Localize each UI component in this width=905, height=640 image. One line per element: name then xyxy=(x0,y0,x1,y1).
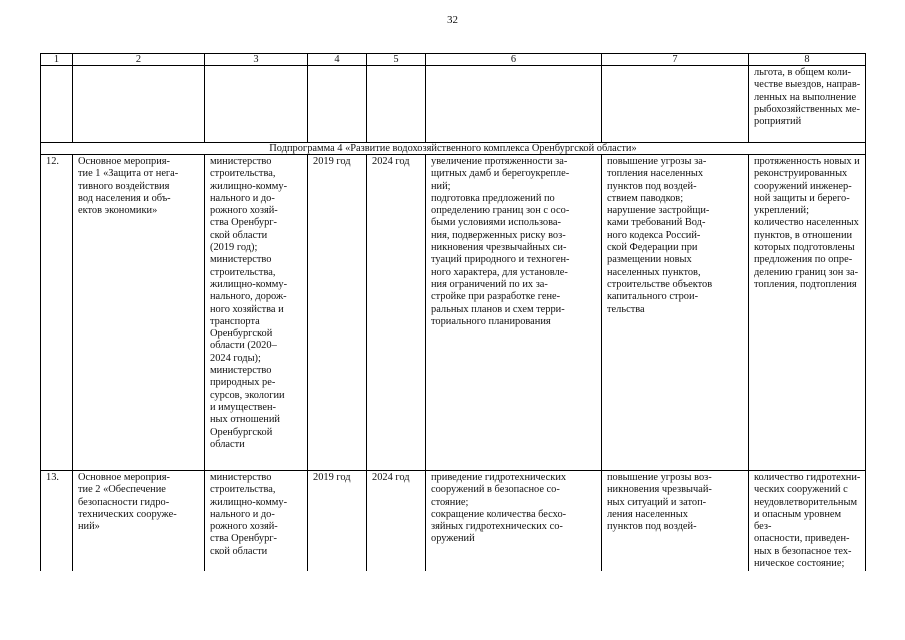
indicator-cell: протяженность новых и реконструированных сооружений инженер- ной защиты и берего- укреплений; количество населенных пунктов, в отношении которых подготовлены предложения по опре- делению границ зон за- топления, подтопления xyxy=(749,155,866,471)
column-number-cell: 5 xyxy=(367,54,426,66)
indicator-cell: количество гидротехни- ческих сооружений с неудовлетворительным и опасным уровнем без- опасности, приведен- ных в безопасное тех- ническое состояние; xyxy=(749,471,866,572)
table-cell xyxy=(73,66,205,143)
table-cell xyxy=(41,66,73,143)
column-number-cell: 2 xyxy=(73,54,205,66)
row-number-cell: 12. xyxy=(41,155,73,471)
column-number-cell: 6 xyxy=(426,54,602,66)
end-year-cell: 2024 год xyxy=(367,471,426,572)
continuation-row xyxy=(41,66,866,143)
measure-name-cell: Основное мероприя- тие 1 «Защита от нега- тивного воздействия вод населения и объ- ектов экономики» xyxy=(73,155,205,471)
measure-name-cell: Основное мероприя- тие 2 «Обеспечение безопасности гидро- технических сооруже- ний» xyxy=(73,471,205,572)
start-year-cell: 2019 год xyxy=(308,155,367,471)
expected-result-cell: приведение гидротехнических сооружений в безопасное со- стояние; сокращение количества бесхо- зяйных гидротехнических со- оружений xyxy=(426,471,602,572)
column-number-cell: 8 xyxy=(749,54,866,66)
end-year-cell: 2024 год xyxy=(367,155,426,471)
column-number-cell: 7 xyxy=(602,54,749,66)
table-cell xyxy=(205,66,308,143)
expected-result-cell: увеличение протяженности за- щитных дамб и берегоукрепле- ний; подготовка предложений по определению границ зон с осо- быми условиями использова- ния, подверженных риску воз- никновения чрезвычайных си- туаций природного и техноген- ного характера, для установле- ния ограничений по их за- стройке при разработке гене- ральных планов и схем терри- ториального планирования xyxy=(426,155,602,471)
subprogram-header-row xyxy=(41,143,866,155)
column-number-cell: 3 xyxy=(205,54,308,66)
table-cell xyxy=(308,66,367,143)
start-year-cell: 2019 год xyxy=(308,471,367,572)
executor-cell: министерство строительства, жилищно-комму- нального и до- рожного хозяй- ства Оренбург- ской области xyxy=(205,471,308,572)
row-number-cell: 13. xyxy=(41,471,73,572)
column-number-row xyxy=(41,54,866,66)
table-row xyxy=(41,155,866,471)
executor-cell: министерство строительства, жилищно-комму- нального и до- рожного хозяй- ства Оренбург- ской области (2019 год); министерство строительства, жилищно-комму- нального, дорож- ного хозяйства и транспорта Оренбургской области (2020– 2024 годы); министерство природных ре- сурсов, экологии и имуществен- ных отношений Оренбургской области xyxy=(205,155,308,471)
table-row xyxy=(41,471,866,572)
column-number-cell: 4 xyxy=(308,54,367,66)
column-number-cell: 1 xyxy=(41,54,73,66)
consequence-cell: повышение угрозы воз- никновения чрезвычай- ных ситуаций и затоп- ления населенных пунктов под воздей- xyxy=(602,471,749,572)
measures-table xyxy=(40,53,866,571)
subprogram-title: Подпрограмма 4 «Развитие водохозяйственного комплекса Оренбургской области» xyxy=(41,143,866,155)
page-number: 32 xyxy=(447,14,458,26)
indicator-cell: льгота, в общем коли- честве выездов, направ- ленных на выполнение рыбохозяйственных ме- роприятий xyxy=(749,66,866,143)
consequence-cell: повышение угрозы за- топления населенных пунктов под воздей- ствием паводков; нарушение застройщи- ками требований Вод- ного кодекса Россий- ской Федерации при размещении новых населенных пунктов, строительстве объектов капитального строи- тельства xyxy=(602,155,749,471)
table-cell xyxy=(367,66,426,143)
table-cell xyxy=(426,66,602,143)
table-cell xyxy=(602,66,749,143)
